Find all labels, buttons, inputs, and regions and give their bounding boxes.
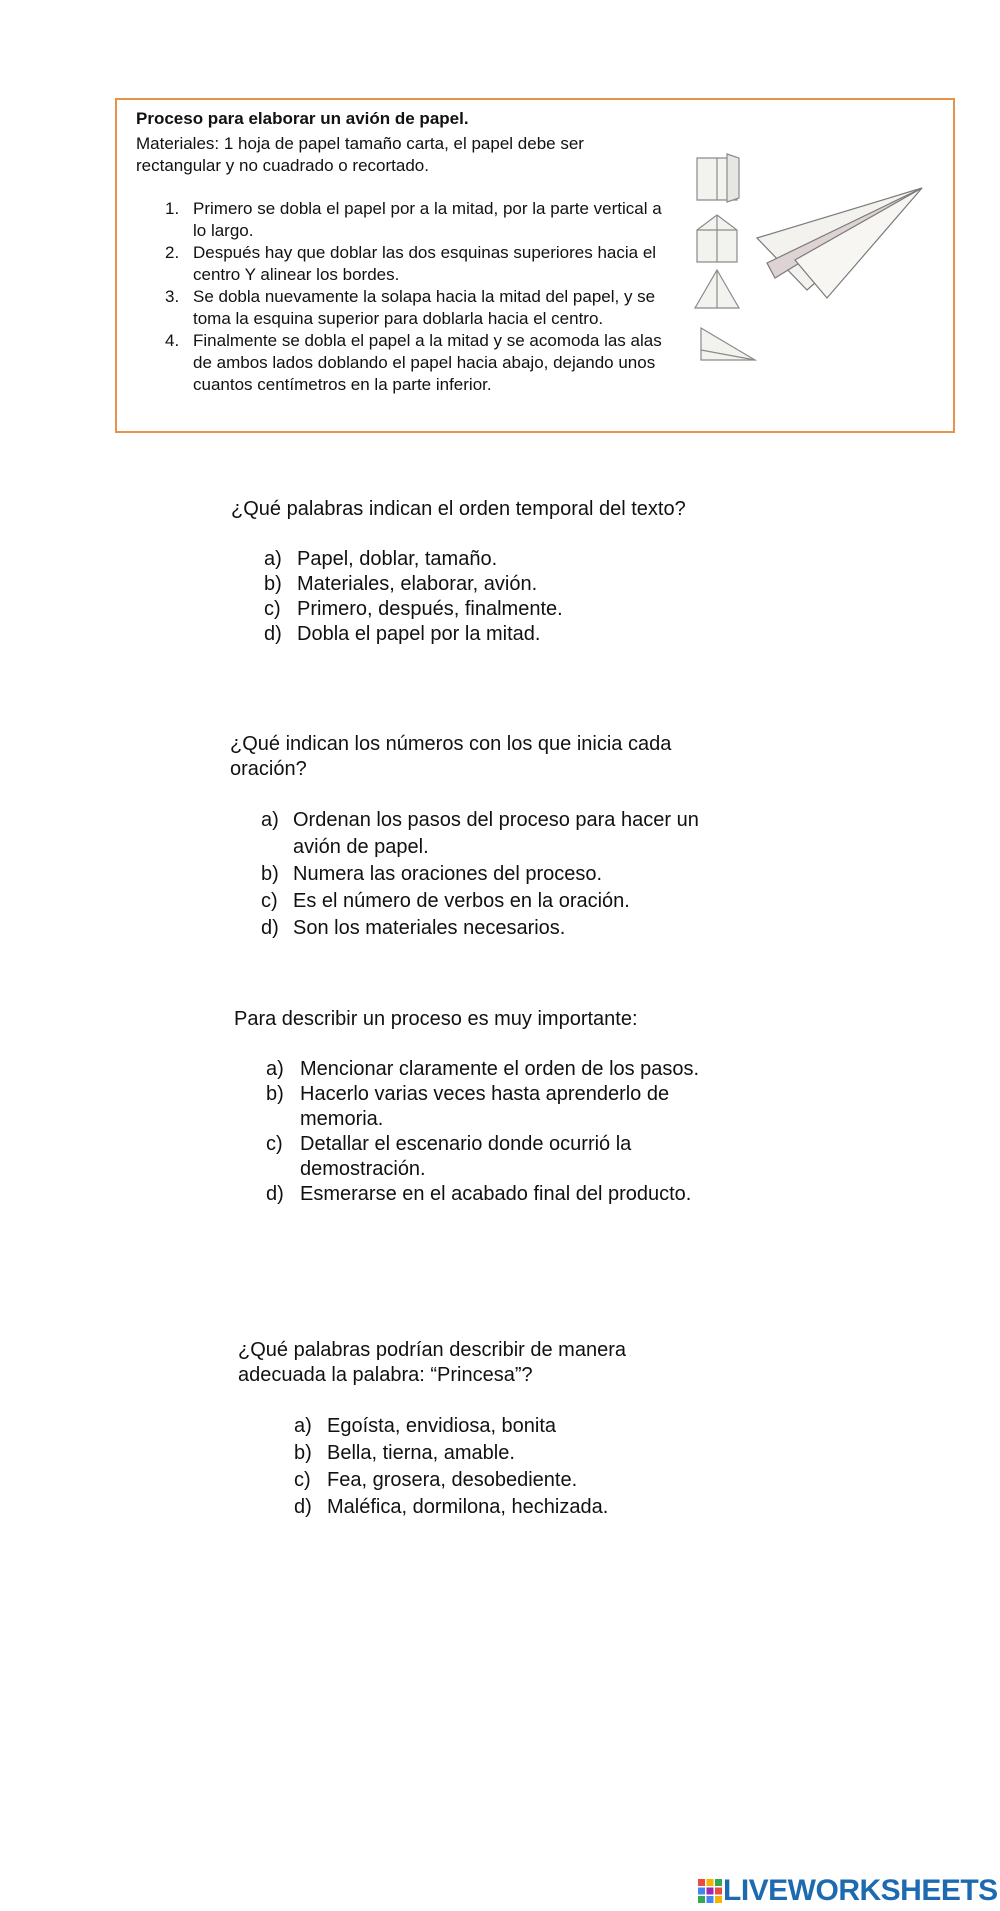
option-label: b) xyxy=(266,1083,284,1105)
fold-step-3-icon xyxy=(695,270,739,308)
option-label: a) xyxy=(266,1058,284,1080)
option-label: a) xyxy=(261,809,279,831)
question-stem: ¿Qué palabras indican el orden temporal del texto? xyxy=(231,498,686,520)
step-item xyxy=(136,242,676,286)
question-stem: ¿Qué indican los números con los que inicia cada oración? xyxy=(230,733,672,780)
paper-plane-icon xyxy=(757,188,922,298)
option-label: d) xyxy=(294,1496,312,1518)
option-a[interactable] xyxy=(238,1413,708,1440)
process-box xyxy=(115,98,955,433)
step-text: Después hay que doblar las dos esquinas superiores hacia el centro Y alinear los bordes. xyxy=(193,243,657,284)
step-item xyxy=(136,198,676,242)
question-stem: ¿Qué palabras podrían describir de manera adecuada la palabra: “Princesa”? xyxy=(238,1339,626,1386)
question-3 xyxy=(234,1007,740,1207)
options-list xyxy=(231,547,701,647)
option-c[interactable] xyxy=(238,1467,708,1494)
option-text: Ordenan los pasos del proceso para hacer un avión de papel. xyxy=(293,809,699,858)
option-label: b) xyxy=(264,573,282,595)
option-text: Primero, después, finalmente. xyxy=(297,598,563,620)
option-d[interactable] xyxy=(231,622,701,647)
option-a[interactable] xyxy=(234,1057,740,1082)
step-text: Finalmente se dobla el papel a la mitad y se acomoda las alas de ambos lados doblando el papel hacia abajo, dejando unos cuantos centímetros en la parte inferior. xyxy=(193,331,662,394)
question-2 xyxy=(230,732,713,942)
option-label: d) xyxy=(266,1183,284,1205)
option-text: Bella, tierna, amable. xyxy=(327,1442,515,1464)
option-text: Detallar el escenario donde ocurrió la demostración. xyxy=(300,1133,632,1180)
option-d[interactable] xyxy=(234,1182,740,1207)
liveworksheets-brand-text: LIVEWORKSHEETS xyxy=(723,1874,998,1907)
option-b[interactable] xyxy=(238,1440,708,1467)
fold-step-1-icon xyxy=(697,154,739,202)
option-text: Maléfica, dormilona, hechizada. xyxy=(327,1496,609,1518)
materials-text: Materiales: 1 hoja de papel tamaño carta, el papel debe ser rectangular y no cuadrado o recortado. xyxy=(136,134,584,175)
option-label: b) xyxy=(261,863,279,885)
option-text: Dobla el papel por la mitad. xyxy=(297,623,541,645)
step-item xyxy=(136,330,676,396)
option-label: c) xyxy=(294,1469,311,1491)
step-text: Se dobla nuevamente la solapa hacia la mitad del papel, y se toma la esquina superior para doblarla hacia el centro. xyxy=(193,287,656,328)
option-d[interactable] xyxy=(230,915,713,942)
steps-list xyxy=(136,198,676,396)
step-text: Primero se dobla el papel por a la mitad, por la parte vertical a lo largo. xyxy=(193,199,662,240)
liveworksheets-logo[interactable] xyxy=(697,1874,998,1908)
fold-step-2-icon xyxy=(697,215,737,262)
option-a[interactable] xyxy=(230,807,713,861)
step-item xyxy=(136,286,676,330)
option-text: Fea, grosera, desobediente. xyxy=(327,1469,578,1491)
option-text: Materiales, elaborar, avión. xyxy=(297,573,538,595)
option-label: a) xyxy=(294,1415,312,1437)
options-list xyxy=(230,807,713,942)
option-label: c) xyxy=(266,1133,283,1155)
option-text: Egoísta, envidiosa, bonita xyxy=(327,1415,557,1437)
option-label: d) xyxy=(261,917,279,939)
option-text: Son los materiales necesarios. xyxy=(293,917,566,939)
option-label: d) xyxy=(264,623,282,645)
option-c[interactable] xyxy=(231,597,701,622)
option-d[interactable] xyxy=(238,1494,708,1521)
option-b[interactable] xyxy=(230,861,713,888)
options-list xyxy=(238,1413,708,1521)
liveworksheets-logo-icon xyxy=(697,1878,723,1904)
option-label: c) xyxy=(264,598,281,620)
step-number: 3. xyxy=(165,287,180,306)
process-title: Proceso para elaborar un avión de papel. xyxy=(136,109,469,128)
option-label: a) xyxy=(264,548,282,570)
option-text: Papel, doblar, tamaño. xyxy=(297,548,498,570)
paper-plane-illustration xyxy=(687,150,947,400)
question-4 xyxy=(238,1338,708,1521)
option-text: Mencionar claramente el orden de los pasos. xyxy=(300,1058,700,1080)
option-text: Hacerlo varias veces hasta aprenderlo de memoria. xyxy=(300,1083,670,1130)
option-label: c) xyxy=(261,890,278,912)
option-a[interactable] xyxy=(231,547,701,572)
question-1 xyxy=(231,497,701,647)
option-text: Numera las oraciones del proceso. xyxy=(293,863,603,885)
step-number: 2. xyxy=(165,243,180,262)
options-list xyxy=(234,1057,740,1207)
option-b[interactable] xyxy=(231,572,701,597)
step-number: 1. xyxy=(165,199,180,218)
option-b[interactable] xyxy=(234,1082,740,1132)
option-text: Esmerarse en el acabado final del producto. xyxy=(300,1183,692,1205)
option-text: Es el número de verbos en la oración. xyxy=(293,890,630,912)
question-stem: Para describir un proceso es muy importante: xyxy=(234,1008,638,1030)
step-number: 4. xyxy=(165,331,180,350)
option-c[interactable] xyxy=(230,888,713,915)
option-label: b) xyxy=(294,1442,312,1464)
option-c[interactable] xyxy=(234,1132,740,1182)
fold-step-4-icon xyxy=(701,328,755,360)
